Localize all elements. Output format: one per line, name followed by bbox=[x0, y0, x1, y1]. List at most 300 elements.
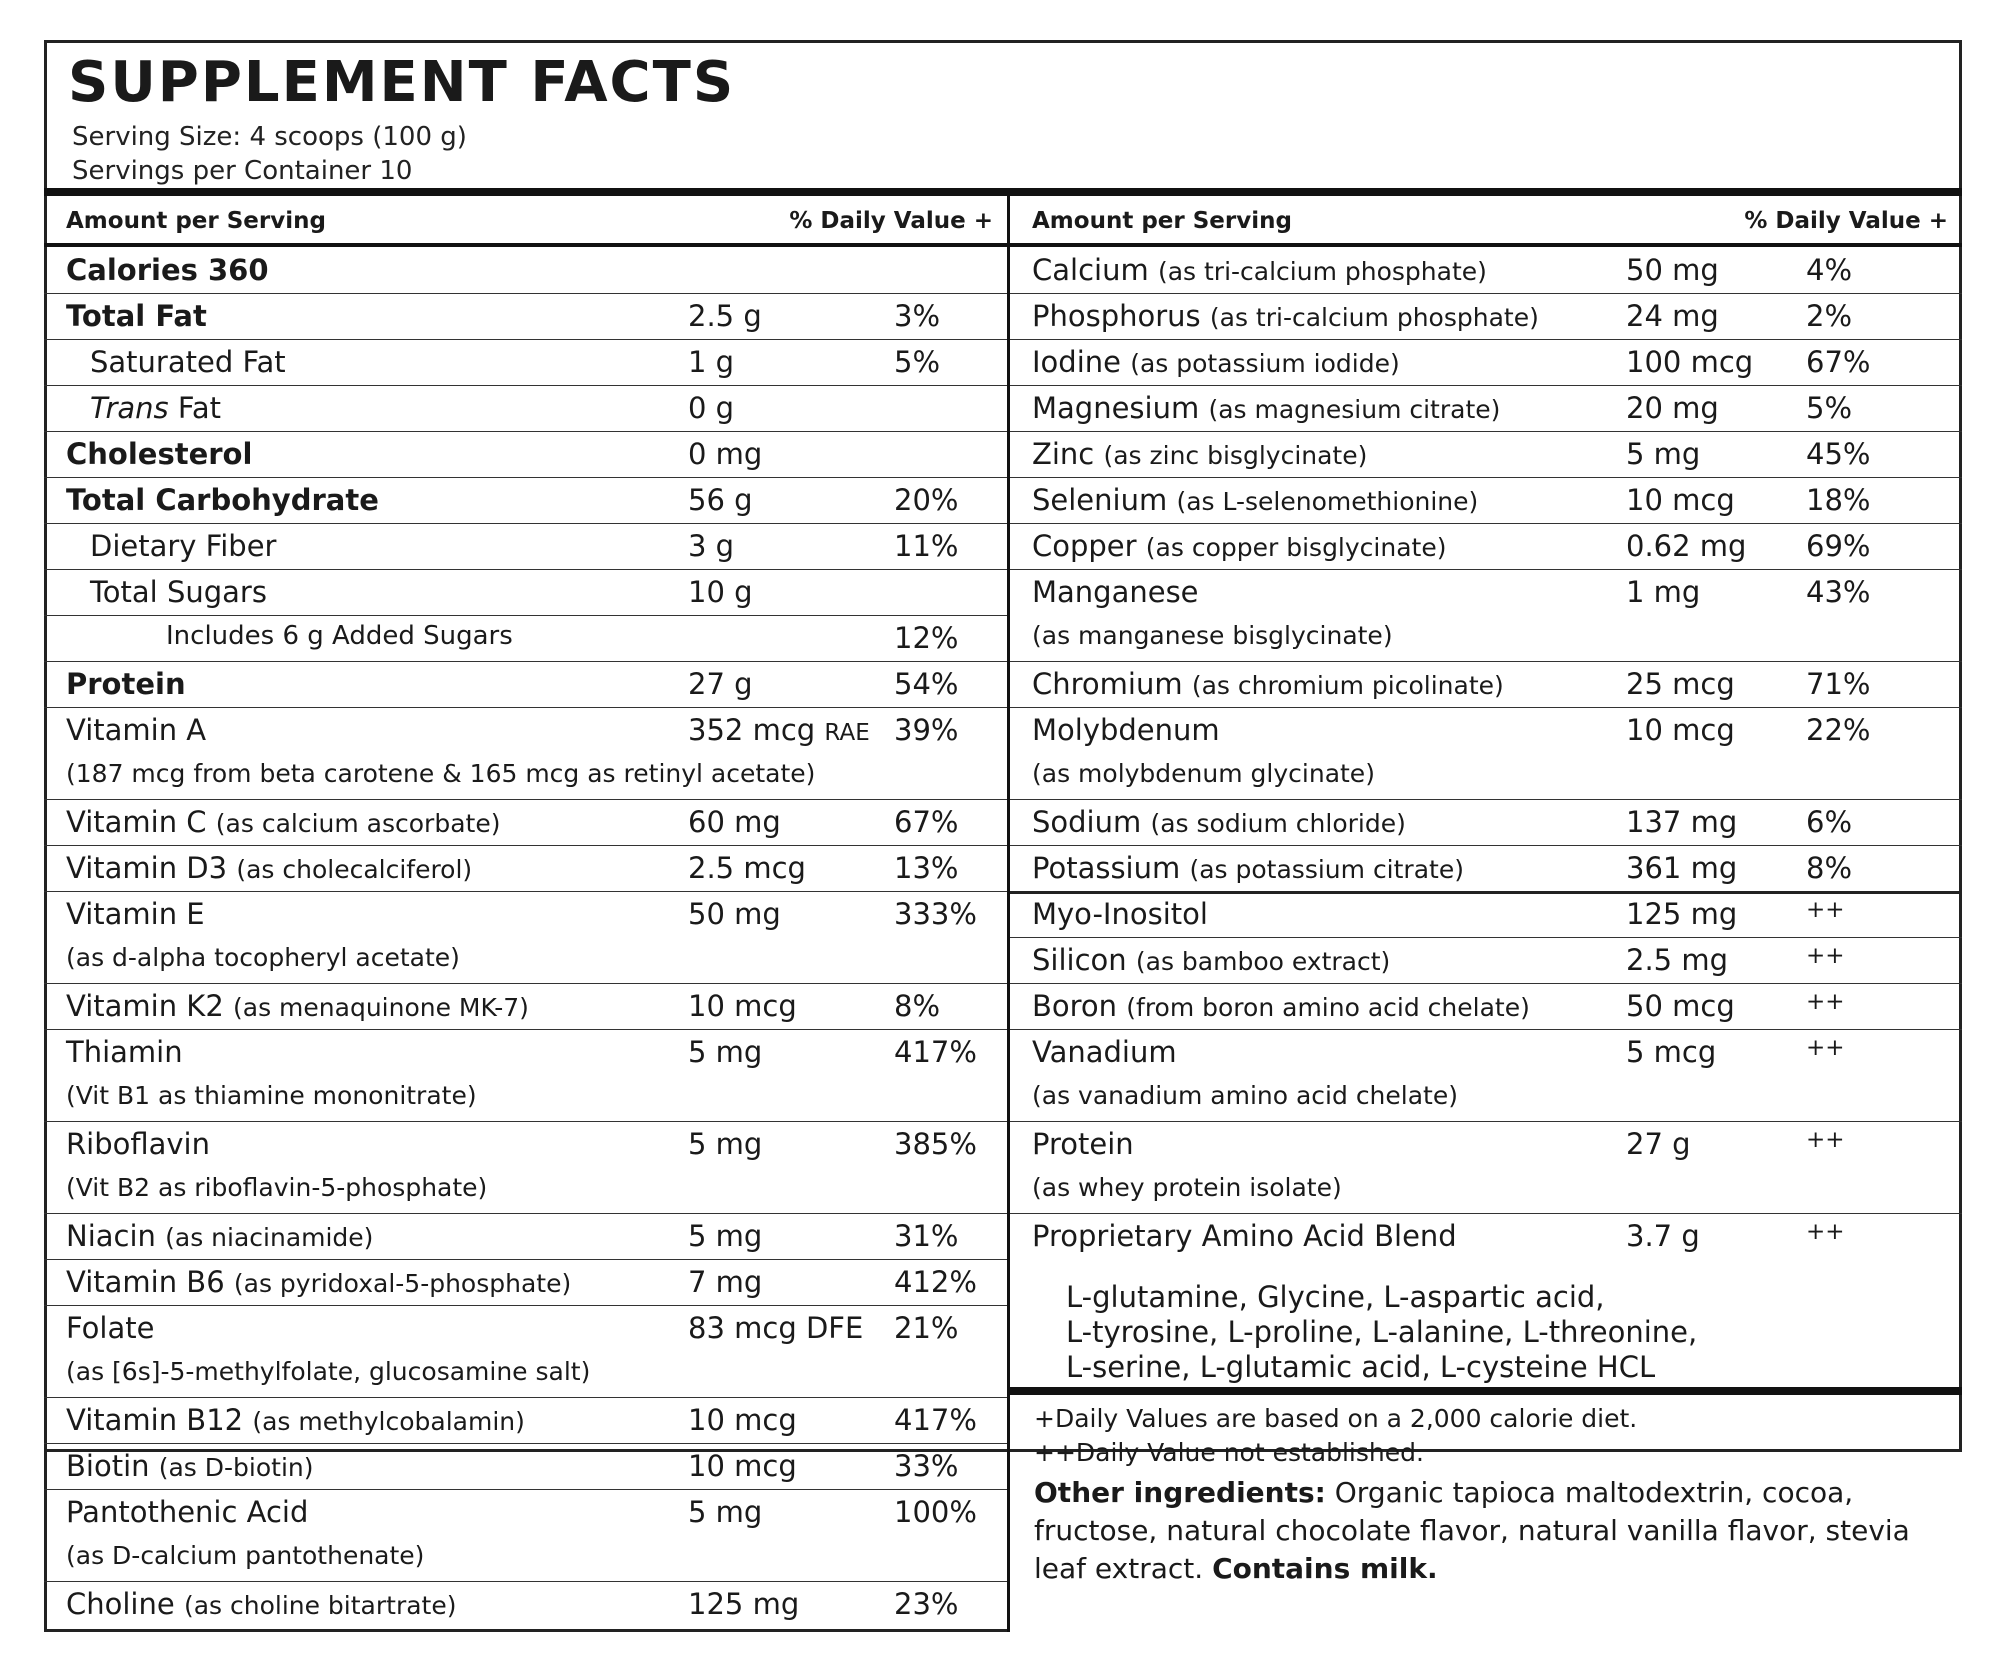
nutrient-name bbox=[1032, 989, 1530, 1023]
nutrient-daily-value: 4% bbox=[1806, 253, 1853, 287]
nutrient-name-text: Total Fat bbox=[66, 299, 207, 333]
nutrient-daily-value: 67% bbox=[1806, 345, 1871, 379]
nutrient-name bbox=[66, 897, 205, 931]
amino-acid-blend-list bbox=[1066, 1280, 1697, 1385]
nutrient-name bbox=[66, 299, 207, 333]
nutrient-daily-value: 23% bbox=[894, 1587, 959, 1621]
nutrient-amount-value: 27 g bbox=[1626, 1127, 1691, 1161]
nutrient-source-detail: (as d-alpha tocopheryl acetate) bbox=[66, 943, 460, 972]
nutrient-name-text: Protein bbox=[1032, 1127, 1134, 1161]
nutrient-row bbox=[44, 707, 1007, 800]
nutrient-name bbox=[1032, 1127, 1134, 1161]
nutrient-name-text: Myo-Inositol bbox=[1032, 897, 1208, 931]
nutrient-row bbox=[1010, 431, 1962, 478]
nutrient-daily-value: 333% bbox=[894, 897, 977, 931]
servings-per-container: Servings per Container 10 bbox=[72, 156, 413, 186]
nutrient-amount-value: 10 mcg bbox=[688, 1403, 797, 1437]
nutrient-row bbox=[1010, 247, 1962, 294]
nutrient-row bbox=[44, 1443, 1007, 1490]
nutrient-daily-value: 6% bbox=[1806, 805, 1853, 839]
nutrient-source-note: (as bamboo extract) bbox=[1135, 947, 1391, 976]
nutrient-source-detail: (as whey protein isolate) bbox=[1032, 1173, 1342, 1202]
nutrient-name-text: Niacin bbox=[66, 1219, 156, 1253]
nutrient-name bbox=[66, 1587, 456, 1621]
nutrient-row bbox=[44, 477, 1007, 524]
nutrient-amount-value: 2.5 g bbox=[688, 299, 762, 333]
nutrient-row bbox=[1010, 845, 1962, 894]
nutrient-row bbox=[1010, 1029, 1962, 1122]
nutrient-name-text: Protein bbox=[66, 667, 186, 701]
footnotes bbox=[1034, 1402, 1637, 1470]
nutrient-name bbox=[1032, 713, 1220, 747]
nutrient-name-text: Proprietary Amino Acid Blend bbox=[1032, 1219, 1457, 1253]
nutrient-row bbox=[44, 891, 1007, 984]
nutrient-row bbox=[1010, 983, 1962, 1030]
nutrient-amount-value: 361 mg bbox=[1626, 851, 1738, 885]
nutrient-daily-value: 39% bbox=[894, 713, 959, 747]
nutrient-name bbox=[1032, 253, 1487, 287]
nutrient-row bbox=[1010, 937, 1962, 984]
nutrient-amount bbox=[688, 1495, 762, 1529]
nutrient-amount bbox=[1626, 667, 1735, 701]
nutrient-amount bbox=[688, 437, 762, 471]
nutrient-name bbox=[66, 851, 472, 885]
right-nutrient-list bbox=[1010, 247, 1962, 1447]
nutrient-name bbox=[166, 621, 513, 651]
nutrient-amount-value: 5 mcg bbox=[1626, 1035, 1717, 1069]
nutrient-row bbox=[44, 1259, 1007, 1306]
nutrient-amount-value: 27 g bbox=[688, 667, 753, 701]
nutrient-amount-value: 137 mg bbox=[1626, 805, 1738, 839]
nutrient-row bbox=[1010, 385, 1962, 432]
nutrient-source-detail: (Vit B2 as riboflavin-5-phosphate) bbox=[66, 1173, 488, 1202]
nutrient-name bbox=[1032, 483, 1478, 517]
nutrient-name bbox=[66, 1311, 154, 1345]
nutrient-amount-value: 7 mg bbox=[688, 1265, 763, 1299]
nutrient-amount-value: 20 mg bbox=[1626, 391, 1719, 425]
nutrient-row bbox=[44, 339, 1007, 386]
nutrient-row bbox=[1010, 707, 1962, 800]
nutrient-amount-value: 60 mg bbox=[688, 805, 781, 839]
nutrient-daily-value: 43% bbox=[1806, 575, 1871, 609]
nutrient-amount-value: 5 mg bbox=[688, 1035, 763, 1069]
nutrient-name-text: Vitamin B6 bbox=[66, 1265, 225, 1299]
nutrient-name bbox=[1032, 805, 1406, 839]
nutrient-row bbox=[44, 1121, 1007, 1214]
nutrient-amount bbox=[688, 345, 734, 379]
nutrient-amount-value: 25 mcg bbox=[1626, 667, 1735, 701]
nutrient-row bbox=[44, 661, 1007, 708]
nutrient-daily-value: 5% bbox=[894, 345, 941, 379]
nutrient-amount bbox=[1626, 851, 1737, 885]
nutrient-source-note: (as copper bisglycinate) bbox=[1145, 533, 1447, 562]
nutrient-daily-value: 45% bbox=[1806, 437, 1871, 471]
nutrient-source-note: (as menaquinone MK-7) bbox=[233, 993, 529, 1022]
nutrient-amount bbox=[688, 667, 753, 701]
nutrient-name bbox=[1032, 897, 1208, 931]
nutrient-amount-value: 10 mcg bbox=[688, 989, 797, 1023]
nutrient-row bbox=[1010, 569, 1962, 662]
nutrient-name-text: Saturated Fat bbox=[90, 345, 286, 379]
nutrient-daily-value: 8% bbox=[894, 989, 941, 1023]
nutrient-daily-value: 3% bbox=[894, 299, 941, 333]
nutrient-daily-value: 13% bbox=[894, 851, 959, 885]
nutrient-amount bbox=[1626, 1035, 1716, 1069]
nutrient-source-note: (as niacinamide) bbox=[165, 1223, 374, 1252]
nutrient-amount-value: 24 mg bbox=[1626, 299, 1719, 333]
nutrient-amount bbox=[688, 713, 870, 747]
nutrient-amount-value: 50 mg bbox=[1626, 253, 1719, 287]
nutrient-row bbox=[1010, 339, 1962, 386]
other-ingredients-label: Other ingredients: bbox=[1034, 1476, 1326, 1509]
nutrient-row bbox=[44, 431, 1007, 478]
blend-line: L-tyrosine, L-proline, L-alanine, L-threonine, bbox=[1066, 1315, 1698, 1349]
nutrient-daily-value: 20% bbox=[894, 483, 959, 517]
nutrient-amount-value: 10 mcg bbox=[1626, 713, 1735, 747]
nutrient-name-text: Fat bbox=[168, 391, 222, 425]
nutrient-daily-value: 71% bbox=[1806, 667, 1871, 701]
nutrient-name-text: Boron bbox=[1032, 989, 1118, 1023]
nutrient-name-text: Vitamin K2 bbox=[66, 989, 224, 1023]
nutrient-row bbox=[1010, 477, 1962, 524]
nutrient-daily-value: 12% bbox=[894, 621, 959, 655]
nutrient-amount-value: 5 mg bbox=[688, 1127, 763, 1161]
nutrient-source-note: (as pyridoxal-5-phosphate) bbox=[233, 1269, 572, 1298]
nutrient-daily-value: 417% bbox=[894, 1035, 977, 1069]
nutrient-amount bbox=[1626, 529, 1746, 563]
nutrient-name-text: Vitamin D3 bbox=[66, 851, 228, 885]
left-nutrient-list bbox=[44, 247, 1007, 1632]
nutrient-daily-value: 2% bbox=[1806, 299, 1853, 333]
nutrient-name-text: Biotin bbox=[66, 1449, 150, 1483]
nutrient-amount bbox=[688, 1127, 762, 1161]
nutrient-amount-value: 125 mg bbox=[688, 1587, 800, 1621]
nutrient-source-note: (as calcium ascorbate) bbox=[215, 809, 501, 838]
nutrient-name bbox=[1032, 391, 1500, 425]
nutrient-amount-value: 5 mg bbox=[1626, 437, 1701, 471]
nutrient-amount bbox=[1626, 989, 1735, 1023]
nutrient-name bbox=[66, 1403, 525, 1437]
nutrient-amount bbox=[1626, 713, 1735, 747]
nutrient-source-note: (as potassium citrate) bbox=[1189, 855, 1464, 884]
nutrient-amount-value: 5 mg bbox=[688, 1219, 763, 1253]
nutrient-amount bbox=[688, 299, 762, 333]
nutrient-name-text: Vitamin E bbox=[66, 897, 205, 931]
nutrient-name bbox=[66, 1265, 571, 1299]
nutrient-name bbox=[66, 253, 269, 287]
nutrient-name bbox=[66, 1449, 314, 1483]
nutrient-amount bbox=[688, 1311, 863, 1345]
nutrient-name bbox=[90, 529, 276, 563]
nutrient-row bbox=[44, 293, 1007, 340]
nutrient-daily-value: ++ bbox=[1806, 1127, 1845, 1153]
nutrient-name bbox=[1032, 299, 1539, 333]
nutrient-amount-value: 56 g bbox=[688, 483, 753, 517]
serving-size: Serving Size: 4 scoops (100 g) bbox=[72, 122, 467, 152]
nutrient-source-detail: (as molybdenum glycinate) bbox=[1032, 759, 1375, 788]
nutrient-daily-value: 11% bbox=[894, 529, 959, 563]
nutrient-row bbox=[1010, 661, 1962, 708]
nutrient-name-text: Choline bbox=[66, 1587, 175, 1621]
nutrient-name bbox=[1032, 851, 1464, 885]
nutrient-amount bbox=[688, 989, 797, 1023]
nutrient-source-detail: (as [6s]-5-methylfolate, glucosamine salt) bbox=[66, 1357, 591, 1386]
nutrient-amount-value: 1 g bbox=[688, 345, 735, 379]
nutrient-amount-value: 3.7 g bbox=[1626, 1219, 1700, 1253]
nutrient-amount bbox=[1626, 943, 1728, 977]
nutrient-name-text: Calories 360 bbox=[66, 253, 269, 287]
nutrient-source-note: (as D-biotin) bbox=[158, 1453, 314, 1482]
nutrient-daily-value: 385% bbox=[894, 1127, 977, 1161]
other-ingredients-text: Organic tapioca maltodextrin, cocoa, fructose, natural chocolate flavor, natural vanilla flavor, stevia leaf extract. bbox=[1034, 1476, 1910, 1585]
nutrient-daily-value: 100% bbox=[894, 1495, 977, 1529]
nutrient-amount-value: 50 mg bbox=[688, 897, 781, 931]
nutrient-name bbox=[90, 391, 221, 425]
nutrient-daily-value: 417% bbox=[894, 1403, 977, 1437]
nutrient-amount bbox=[1626, 299, 1719, 333]
nutrient-daily-value: 8% bbox=[1806, 851, 1853, 885]
nutrient-row bbox=[1010, 523, 1962, 570]
nutrient-row bbox=[44, 1213, 1007, 1260]
nutrient-row bbox=[44, 983, 1007, 1030]
nutrient-amount-value: 10 g bbox=[688, 575, 753, 609]
nutrient-row bbox=[44, 523, 1007, 570]
supplement-facts-panel bbox=[44, 40, 1962, 1632]
nutrient-amount-value: 0.62 mg bbox=[1626, 529, 1747, 563]
nutrient-source-note: (as methylcobalamin) bbox=[252, 1407, 525, 1436]
nutrient-source-note: (as cholecalciferol) bbox=[236, 855, 473, 884]
nutrient-name bbox=[66, 1495, 308, 1529]
nutrient-name bbox=[66, 437, 252, 471]
amount-per-serving-label: Amount per Serving bbox=[1032, 208, 1292, 234]
nutrient-name bbox=[90, 345, 286, 379]
nutrient-name bbox=[1032, 1219, 1457, 1253]
nutrient-name-text: Potassium bbox=[1032, 851, 1181, 885]
nutrient-row bbox=[44, 615, 1007, 662]
nutrient-row bbox=[44, 799, 1007, 846]
nutrient-name bbox=[66, 1219, 373, 1253]
nutrient-name bbox=[1032, 1035, 1177, 1069]
nutrient-name-text: Vitamin A bbox=[66, 713, 207, 747]
nutrient-amount-value: 2.5 mcg bbox=[688, 851, 806, 885]
nutrient-amount-value: 83 mcg DFE bbox=[688, 1311, 864, 1345]
nutrient-amount bbox=[1626, 437, 1700, 471]
nutrient-amount bbox=[688, 529, 734, 563]
nutrient-name bbox=[66, 989, 529, 1023]
nutrient-amount-value: 3 g bbox=[688, 529, 735, 563]
nutrient-daily-value: 5% bbox=[1806, 391, 1853, 425]
nutrient-amount bbox=[1626, 483, 1735, 517]
nutrient-daily-value: 18% bbox=[1806, 483, 1871, 517]
nutrient-name bbox=[1032, 575, 1199, 609]
nutrient-name-text: Riboflavin bbox=[66, 1127, 210, 1161]
nutrient-source-note: (as zinc bisglycinate) bbox=[1103, 441, 1368, 470]
nutrient-row bbox=[44, 1397, 1007, 1444]
nutrient-row bbox=[44, 1029, 1007, 1122]
nutrient-name-text: Silicon bbox=[1032, 943, 1127, 977]
nutrient-name-text: Thiamin bbox=[66, 1035, 183, 1069]
nutrient-amount bbox=[688, 897, 781, 931]
nutrient-amount-value: 100 mcg bbox=[1626, 345, 1754, 379]
nutrient-name bbox=[1032, 437, 1367, 471]
nutrient-amount-value: 125 mg bbox=[1626, 897, 1738, 931]
nutrient-name-text: Phosphorus bbox=[1032, 299, 1201, 333]
nutrient-amount bbox=[1626, 1219, 1700, 1253]
nutrient-row bbox=[1010, 891, 1962, 938]
nutrient-row bbox=[44, 569, 1007, 616]
nutrient-daily-value: 21% bbox=[894, 1311, 959, 1345]
not-established-footnote: ++Daily Value not established. bbox=[1034, 1438, 1424, 1467]
nutrient-amount bbox=[1626, 253, 1719, 287]
nutrient-source-detail: (Vit B1 as thiamine mononitrate) bbox=[66, 1081, 477, 1110]
nutrient-amount bbox=[688, 1035, 762, 1069]
nutrient-amount bbox=[1626, 897, 1737, 931]
nutrient-row bbox=[1010, 293, 1962, 340]
nutrient-amount-value: 50 mcg bbox=[1626, 989, 1735, 1023]
nutrient-daily-value: 54% bbox=[894, 667, 959, 701]
nutrient-row bbox=[44, 385, 1007, 432]
nutrient-name bbox=[1032, 667, 1504, 701]
nutrient-amount bbox=[688, 1449, 797, 1483]
nutrient-name-text: Pantothenic Acid bbox=[66, 1495, 309, 1529]
nutrient-daily-value: 69% bbox=[1806, 529, 1871, 563]
nutrient-amount-value: 1 mg bbox=[1626, 575, 1701, 609]
nutrient-amount-value: 0 g bbox=[688, 391, 735, 425]
daily-value-label: % Daily Value + bbox=[1744, 208, 1948, 234]
nutrient-source-detail: (as vanadium amino acid chelate) bbox=[1032, 1081, 1458, 1110]
nutrient-name-text: Includes 6 g Added Sugars bbox=[166, 621, 513, 651]
nutrient-name-text: Vanadium bbox=[1032, 1035, 1177, 1069]
nutrient-name bbox=[66, 805, 500, 839]
footnote-rule bbox=[1010, 1387, 1962, 1395]
nutrient-row bbox=[44, 1305, 1007, 1398]
nutrient-name-text: Chromium bbox=[1032, 667, 1183, 701]
nutrient-name-text: Copper bbox=[1032, 529, 1137, 563]
nutrient-daily-value: ++ bbox=[1806, 989, 1845, 1015]
nutrient-amount-value: 5 mg bbox=[688, 1495, 763, 1529]
nutrient-source-note: (as tri-calcium phosphate) bbox=[1157, 257, 1487, 286]
nutrient-amount-unit: RAE bbox=[824, 720, 870, 746]
nutrient-source-note: (as chromium picolinate) bbox=[1191, 671, 1504, 700]
nutrient-name-text: Molybdenum bbox=[1032, 713, 1220, 747]
nutrient-amount-value: 2.5 mg bbox=[1626, 943, 1728, 977]
nutrient-name-text: Iodine bbox=[1032, 345, 1121, 379]
nutrient-row bbox=[44, 247, 1007, 294]
nutrient-daily-value: 33% bbox=[894, 1449, 959, 1483]
nutrient-amount bbox=[688, 1403, 797, 1437]
blend-line: L-glutamine, Glycine, L-aspartic acid, bbox=[1066, 1280, 1605, 1314]
nutrient-amount bbox=[688, 1265, 762, 1299]
right-column-header bbox=[1010, 196, 1962, 246]
nutrient-name-text: Magnesium bbox=[1032, 391, 1200, 425]
nutrient-name-text: Manganese bbox=[1032, 575, 1199, 609]
nutrient-source-note: (as L-selenomethionine) bbox=[1176, 487, 1479, 516]
nutrient-source-detail: (187 mcg from beta carotene & 165 mcg as retinyl acetate) bbox=[66, 759, 816, 788]
nutrient-daily-value: ++ bbox=[1806, 1035, 1845, 1061]
nutrient-amount bbox=[688, 805, 781, 839]
nutrient-source-note: (as magnesium citrate) bbox=[1208, 395, 1501, 424]
nutrient-name-text: Folate bbox=[66, 1311, 155, 1345]
other-ingredients bbox=[1034, 1474, 1944, 1588]
daily-value-label: % Daily Value + bbox=[789, 208, 993, 234]
nutrient-daily-value: 31% bbox=[894, 1219, 959, 1253]
nutrient-name bbox=[1032, 943, 1390, 977]
nutrient-name bbox=[1032, 345, 1400, 379]
amount-per-serving-label: Amount per Serving bbox=[66, 208, 326, 234]
nutrient-amount bbox=[688, 1587, 799, 1621]
nutrient-name bbox=[66, 1035, 183, 1069]
header-rule bbox=[44, 188, 1962, 196]
nutrient-name-text: Total Sugars bbox=[90, 575, 267, 609]
nutrient-amount bbox=[1626, 575, 1700, 609]
nutrient-name bbox=[66, 667, 186, 701]
left-column-header bbox=[44, 196, 1007, 246]
nutrient-amount bbox=[688, 391, 734, 425]
nutrient-daily-value: ++ bbox=[1806, 1219, 1845, 1245]
nutrient-amount bbox=[1626, 805, 1737, 839]
nutrient-amount-value: 0 mg bbox=[688, 437, 763, 471]
nutrient-name-text: Zinc bbox=[1032, 437, 1095, 471]
nutrient-source-note: (as tri-calcium phosphate) bbox=[1209, 303, 1539, 332]
nutrient-name-text: Sodium bbox=[1032, 805, 1142, 839]
nutrient-amount bbox=[688, 1219, 762, 1253]
nutrient-amount bbox=[1626, 1127, 1691, 1161]
nutrient-amount bbox=[688, 575, 753, 609]
panel-title: SUPPLEMENT FACTS bbox=[68, 50, 736, 115]
dv-footnote: +Daily Values are based on a 2,000 calorie diet. bbox=[1034, 1404, 1638, 1433]
nutrient-amount bbox=[1626, 345, 1753, 379]
nutrient-daily-value: 412% bbox=[894, 1265, 977, 1299]
nutrient-daily-value: 22% bbox=[1806, 713, 1871, 747]
nutrient-row bbox=[44, 845, 1007, 892]
nutrient-daily-value: 67% bbox=[894, 805, 959, 839]
nutrient-name bbox=[66, 713, 206, 747]
nutrient-amount-value: 10 mcg bbox=[688, 1449, 797, 1483]
nutrient-name-text: Total Carbohydrate bbox=[66, 483, 379, 517]
nutrient-daily-value: ++ bbox=[1806, 897, 1845, 923]
blend-line: L-serine, L-glutamic acid, L-cysteine HCL bbox=[1066, 1350, 1656, 1384]
nutrient-row bbox=[44, 1581, 1007, 1627]
nutrient-name-text: Cholesterol bbox=[66, 437, 253, 471]
nutrient-amount-value: 10 mcg bbox=[1626, 483, 1735, 517]
nutrient-amount bbox=[688, 483, 753, 517]
nutrient-name bbox=[66, 1127, 210, 1161]
nutrient-source-note: (as choline bitartrate) bbox=[183, 1591, 457, 1620]
nutrient-amount-value: 352 mcg bbox=[688, 713, 816, 747]
nutrient-row bbox=[44, 1489, 1007, 1582]
nutrient-source-note: (as potassium iodide) bbox=[1130, 349, 1400, 378]
nutrient-name-text: Dietary Fiber bbox=[90, 529, 277, 563]
nutrient-source-note: (from boron amino acid chelate) bbox=[1126, 993, 1530, 1022]
nutrient-daily-value: ++ bbox=[1806, 943, 1845, 969]
nutrient-name bbox=[90, 575, 267, 609]
nutrient-name-italic: Trans bbox=[90, 391, 169, 425]
nutrient-name bbox=[1032, 529, 1446, 563]
nutrient-source-detail: (as manganese bisglycinate) bbox=[1032, 621, 1393, 650]
nutrient-amount bbox=[1626, 391, 1719, 425]
nutrient-name-text: Selenium bbox=[1032, 483, 1168, 517]
nutrient-source-note: (as sodium chloride) bbox=[1150, 809, 1406, 838]
nutrient-amount bbox=[688, 851, 806, 885]
nutrient-name-text: Vitamin C bbox=[66, 805, 207, 839]
nutrient-row bbox=[1010, 799, 1962, 846]
nutrient-name-text: Calcium bbox=[1032, 253, 1149, 287]
allergen-statement: Contains milk. bbox=[1212, 1552, 1438, 1585]
nutrient-source-detail: (as D-calcium pantothenate) bbox=[66, 1541, 425, 1570]
nutrient-name bbox=[66, 483, 379, 517]
nutrient-row bbox=[1010, 1121, 1962, 1214]
nutrient-name-text: Vitamin B12 bbox=[66, 1403, 244, 1437]
